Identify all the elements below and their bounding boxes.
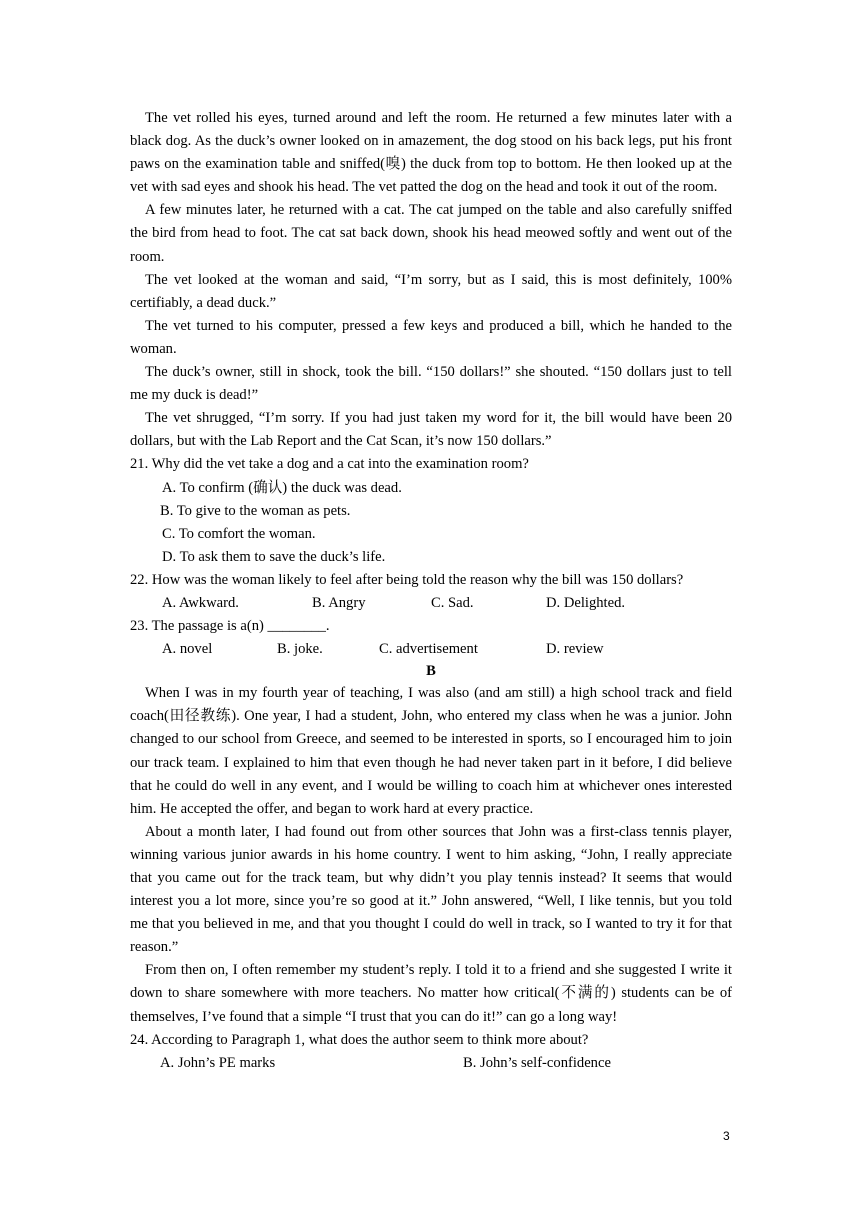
question-21-stem: 21. Why did the vet take a dog and a cat into the examination room? (130, 456, 529, 473)
passage-a-paragraph: The vet turned to his computer, pressed a few keys and produced a bill, which he handed to the woman. (130, 317, 732, 357)
passage-b-heading: B (426, 663, 436, 680)
question-23-option-d: D. review (546, 641, 604, 658)
question-22-option-b: B. Angry (312, 594, 366, 611)
question-21-option-c: C. To comfort the woman. (162, 525, 316, 542)
question-22-options (130, 592, 732, 615)
passage-a-paragraph: The vet shrugged, “I’m sorry. If you had just taken my word for it, the bill would have been 20 dollars, but with the Lab Report and the Cat Scan, it’s now 150 dollars.” (130, 410, 732, 450)
passage-b-paragraph: When I was in my fourth year of teaching, I was also (and am still) a high school track and field coach(田径教练). One year, I had a student, John, who entered my class when he was a junior. John changed to our school from Greece, and seemed to be interested in sports, so I encouraged him to join our track team. I explained to him that even though he had never taken part in it before, I did believe that he could do well in any event, and I would be willing to coach him at whichever ones interested him. He accepted the offer, and began to work hard at every practice. (130, 685, 732, 817)
passage-b-paragraph: From then on, I often remember my student’s reply. I told it to a friend and she suggested I write it down to share somewhere with more teachers. No matter how critical(不满的) students can be of themselves, I’ve found that a simple “I trust that you can do it!” can go a long way! (130, 962, 732, 1025)
question-22-stem: 22. How was the woman likely to feel after being told the reason why the bill was 150 dollars? (130, 571, 684, 588)
question-23-option-a: A. novel (162, 641, 213, 658)
question-24-options (130, 1052, 732, 1075)
question-23-option-c: C. advertisement (379, 641, 478, 658)
page-number: 3 (723, 1129, 730, 1143)
question-22-option-d: D. Delighted. (546, 594, 626, 611)
passage-b-paragraph: About a month later, I had found out from other sources that John was a first-class tennis player, winning various junior awards in his home country. I went to him asking, “John, I really appreciate that you came out for the track team, but why didn’t you play tennis instead? It seems that would interest you a lot more, since you’re so good at it.” John answered, “Well, I like tennis, but you told me that you believed in me, and that you thought I could do well in track, so I wanted to try it for that reason.” (130, 823, 732, 956)
question-24-stem: 24. According to Paragraph 1, what does the author seem to think more about? (130, 1031, 589, 1048)
question-23-stem: 23. The passage is a(n) ________. (130, 618, 330, 635)
question-23-option-b: B. joke. (277, 641, 323, 658)
question-24-option-a: A. John’s PE marks (160, 1054, 276, 1071)
passage-a-paragraph: The vet rolled his eyes, turned around and left the room. He returned a few minutes later with a black dog. As the duck’s owner looked on in amazement, the dog stood on his back legs, put his front paws on the examination table and sniffed(嗅) the duck from top to bottom. He then looked up at the vet with sad eyes and shook his head. The vet patted the dog on the head and took it out of the room. (130, 110, 732, 196)
question-23-options (130, 638, 732, 661)
document-page (130, 107, 732, 1075)
passage-a-paragraph: A few minutes later, he returned with a cat. The cat jumped on the table and also carefully sniffed the bird from head to foot. The cat sat back down, shook his head meowed softly and went out of the room. (130, 202, 732, 265)
question-22-option-a: A. Awkward. (162, 594, 239, 611)
question-24-option-b: B. John’s self-confidence (463, 1054, 611, 1071)
question-21-option-b: B. To give to the woman as pets. (160, 502, 351, 519)
question-21-option-d: D. To ask them to save the duck’s life. (162, 548, 386, 565)
passage-a-paragraph: The vet looked at the woman and said, “I’m sorry, but as I said, this is most definitely, 100% certifiably, a dead duck.” (130, 271, 732, 311)
question-22-option-c: C. Sad. (431, 594, 474, 611)
passage-a-paragraph: The duck’s owner, still in shock, took the bill. “150 dollars!” she shouted. “150 dollars just to tell me my duck is dead!” (130, 364, 732, 404)
question-21-option-a: A. To confirm (确认) the duck was dead. (162, 479, 402, 496)
